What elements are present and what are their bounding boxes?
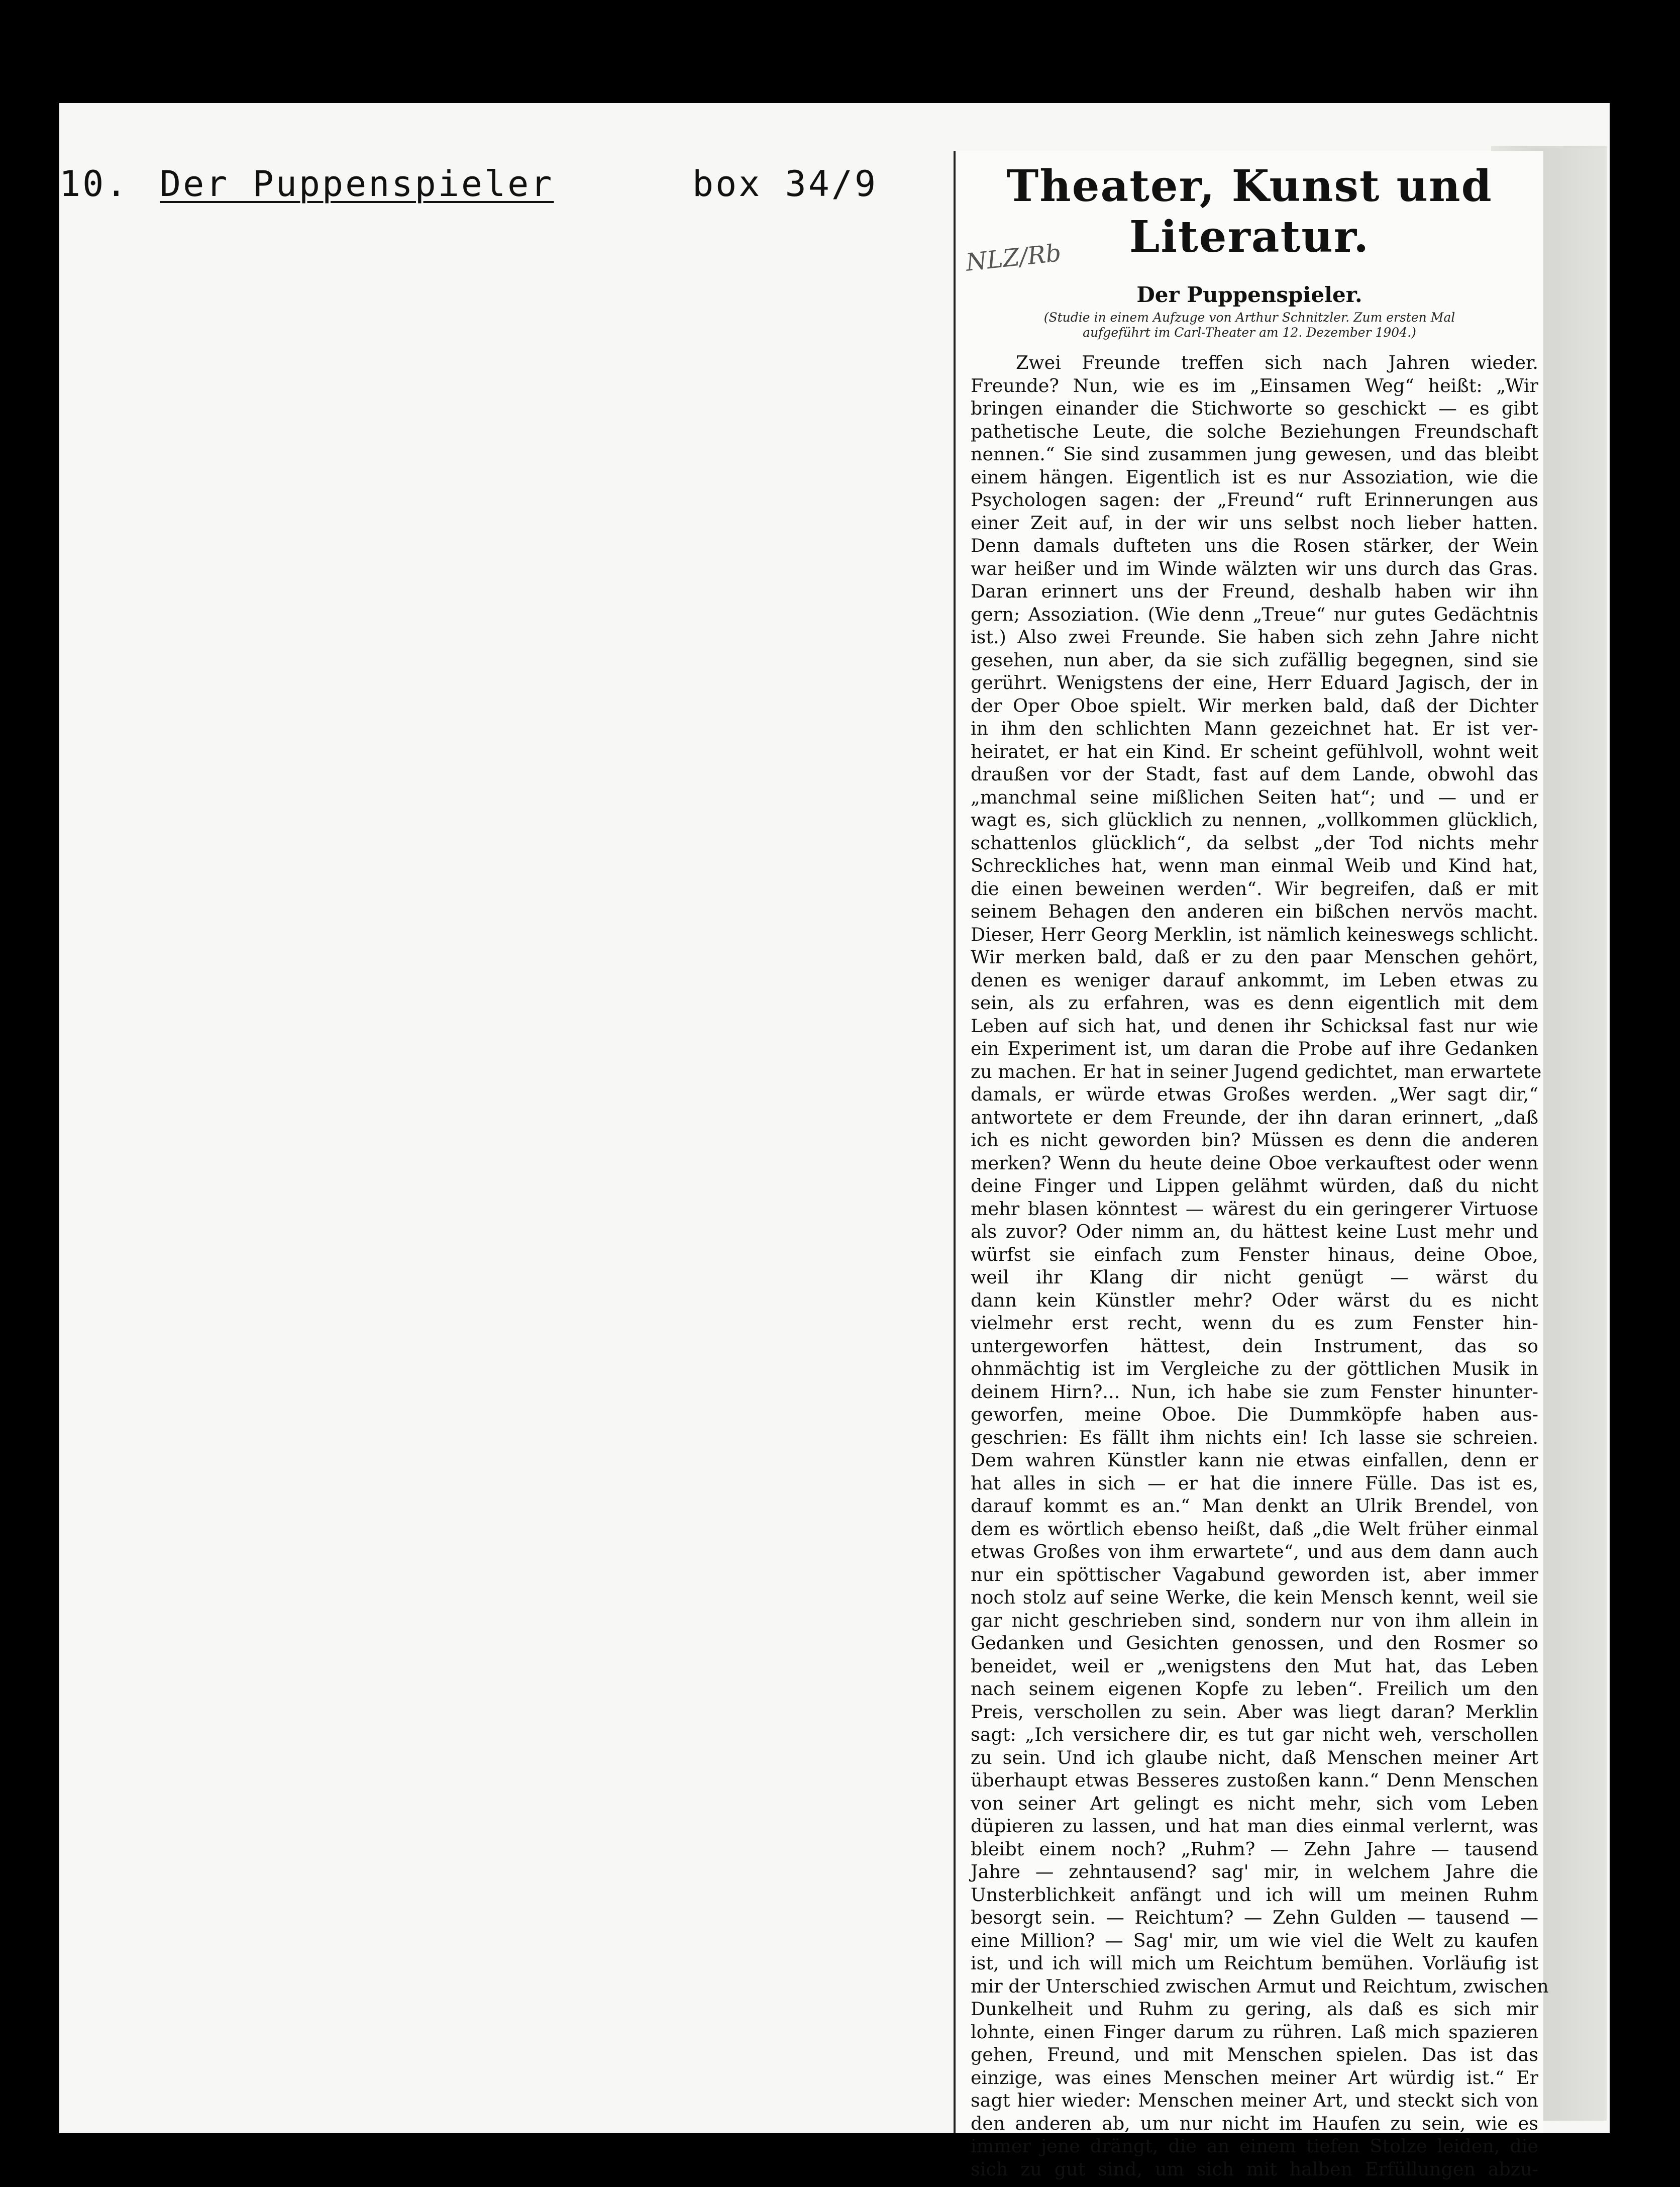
subtitle-line: (Studie in einem Aufzuge von Arthur Schnitzler. Zum ersten Mal — [1043, 310, 1455, 325]
article-line: wagt es, sich glücklich zu nennen, „vollkommen glücklich, — [971, 809, 1538, 831]
article-line: Dunkelheit und Ruhm zu gering, als daß es sich mir — [971, 1998, 1538, 2020]
article-line: „manchmal seine mißlichen Seiten hat“; und — und er — [971, 786, 1538, 808]
article-line: denen es weniger darauf ankommt, im Leben etwas zu — [971, 969, 1538, 991]
article-line: vielmehr erst recht, wenn du es zum Fenster hin- — [971, 1312, 1538, 1334]
newspaper-clipping — [954, 151, 1549, 2180]
article-line: Denn damals dufteten uns die Rosen stärker, der Wein — [971, 535, 1538, 556]
article-line: Zwei Freunde treffen sich nach Jahren wieder. — [1016, 352, 1538, 373]
article-line: Wir merken bald, daß er zu den paar Menschen gehört, — [971, 946, 1538, 968]
article-line: von seiner Art gelingt es nicht mehr, sich vom Leben — [971, 1792, 1538, 1814]
article-line: war heißer und im Winde wälzten wir uns durch das Gras. — [971, 557, 1538, 579]
folder-title: Der Puppenspieler — [160, 163, 554, 205]
article-line: ohnmächtig ist im Vergleiche zu der göttlichen Musik in — [971, 1358, 1538, 1379]
article-line: seinem Behagen den anderen ein bißchen nervös macht. — [971, 901, 1538, 922]
article-line: einem hängen. Eigentlich ist es nur Assoziation, wie die — [971, 466, 1538, 488]
article-line: mir der Unterschied zwischen Armut und Reichtum, zwischen — [971, 1975, 1549, 1997]
article-line: merken? Wenn du heute deine Oboe verkauftest oder wenn — [971, 1152, 1538, 1174]
box-label: box 34/9 — [692, 163, 878, 205]
article-line: damals, er würde etwas Großes werden. „Wer sagt dir,“ — [971, 1083, 1538, 1105]
article-line: Dem wahren Künstler kann nie etwas einfallen, denn er — [971, 1449, 1538, 1471]
handwritten-note: NLZ/Rb — [964, 239, 1063, 277]
article-subtitle — [956, 310, 1543, 340]
article-line: sein, als zu erfahren, was es denn eigentlich mit dem — [971, 992, 1538, 1014]
article-line: als zuvor? Oder nimm an, du hättest keine Lust mehr und — [971, 1221, 1538, 1242]
article-line: überhaupt etwas Besseres zustoßen kann.“ Denn Menschen — [971, 1769, 1538, 1791]
article-line: immer jene drängt, die an einem tiefen Stolze leiden, die — [971, 2135, 1538, 2157]
article-line: einer Zeit auf, in der wir uns selbst noch lieber hatten. — [971, 512, 1538, 534]
article-line: ist, und ich will mich um Reichtum bemühen. Vorläufig ist — [971, 1952, 1538, 1974]
article-line: gern; Assoziation. (Wie denn „Treue“ nur gutes Gedächtnis — [971, 603, 1538, 625]
article-line: dann kein Künstler mehr? Oder wärst du es nicht — [971, 1289, 1538, 1311]
article-body — [956, 351, 1549, 2180]
article-line: schattenlos glücklich“, da selbst „der Tod nichts mehr — [971, 832, 1538, 854]
article-line: Jahre — zehntausend? sag' mir, in welchem Jahre die — [971, 1861, 1538, 1882]
article-line: gerührt. Wenigstens der eine, Herr Eduard Jagisch, der in — [971, 672, 1538, 693]
article-line: der Oper Oboe spielt. Wir merken bald, daß der Dichter — [971, 694, 1538, 717]
article-line: heiratet, er hat ein Kind. Er scheint gefühlvoll, wohnt weit — [971, 740, 1538, 762]
article-line: noch stolz auf seine Werke, die kein Mensch kennt, weil sie — [971, 1586, 1538, 1608]
article-line: gesehen, nun aber, da sie sich zufällig begegnen, sind sie — [971, 649, 1538, 671]
folder-number: 10. — [59, 163, 129, 205]
section-masthead: Theater, Kunst und Literatur. — [1006, 161, 1493, 262]
article-line: lohnte, einen Finger darum zu rühren. Laß mich spazieren — [971, 2021, 1538, 2043]
article-line: deinem Hirn?... Nun, ich habe sie zum Fenster hinunter- — [971, 1380, 1538, 1403]
folder-header — [59, 163, 913, 224]
article-line: nur ein spöttischer Vagabund geworden ist, aber immer — [971, 1563, 1538, 1585]
article-line: Gedanken und Gesichten genossen, und den Rosmer so — [971, 1632, 1538, 1654]
article-line: pathetische Leute, die solche Beziehungen Freundschaft — [971, 420, 1538, 442]
article-line: den anderen ab, um nur nicht im Haufen zu sein, wie es — [971, 2112, 1538, 2134]
article-line: bringen einander die Stichworte so geschickt — es gibt — [971, 397, 1538, 419]
article-line: ist.) Also zwei Freunde. Sie haben sich zehn Jahre nicht — [971, 626, 1538, 648]
article-title: Der Puppenspieler. — [1136, 282, 1362, 307]
article-line: hat alles in sich — er hat die innere Fülle. Das ist es, — [971, 1472, 1538, 1494]
article-line: Preis, verschollen zu sein. Aber was liegt daran? Merklin — [971, 1701, 1538, 1723]
article-line: würfst sie einfach zum Fenster hinaus, deine Oboe, — [971, 1243, 1538, 1265]
article-line: bleibt einem noch? „Ruhm? — Zehn Jahre — tausend — [971, 1838, 1538, 1860]
article-line: einzige, was eines Menschen meiner Art würdig ist.“ Er — [971, 2066, 1538, 2089]
article-line: zu machen. Er hat in seiner Jugend gedichtet, man erwartete — [971, 1060, 1542, 1082]
article-line: Leben auf sich hat, und denen ihr Schicksal fast nur wie — [971, 1015, 1538, 1037]
article-line: etwas Großes von ihm erwartete“, und aus dem dann auch — [971, 1541, 1538, 1562]
article-line: weil ihr Klang dir nicht genügt — wärst du — [971, 1266, 1538, 1288]
article-line: geschrien: Es fällt ihm nichts ein! Ich lasse sie schreien. — [971, 1426, 1538, 1448]
article-line: untergeworfen hättest, dein Instrument, das so — [971, 1335, 1538, 1357]
subtitle-line: aufgeführt im Carl-Theater am 12. Dezember 1904.) — [1083, 325, 1416, 340]
article-line: darauf kommt es an.“ Man denkt an Ulrik Brendel, von — [971, 1495, 1538, 1517]
article-line: eine Million? — Sag' mir, um wie viel die Welt zu kaufen — [971, 1929, 1538, 1951]
article-line: in ihm den schlichten Mann gezeichnet hat. Er ist ver- — [971, 718, 1538, 739]
article-line: Schreckliches hat, wenn man einmal Weib und Kind hat, — [971, 855, 1538, 876]
article-line: gar nicht geschrieben sind, sondern nur von ihm allein in — [971, 1609, 1538, 1631]
article-line: düpieren zu lassen, und hat man dies einmal verlernt, was — [971, 1815, 1538, 1837]
article-line: deine Finger und Lippen gelähmt würden, daß du nicht — [971, 1175, 1538, 1197]
article-line: besorgt sein. — Reichtum? — Zehn Gulden — tausend — — [971, 1907, 1538, 1928]
article-line: mehr blasen könntest — wärest du ein geringerer Virtuose — [971, 1198, 1538, 1220]
article-line: dem es wörtlich ebenso heißt, daß „die Welt früher einmal — [971, 1518, 1538, 1540]
article-line: zu sein. Und ich glaube nicht, daß Menschen meiner Art — [971, 1746, 1538, 1768]
article-line: Dieser, Herr Georg Merklin, ist nämlich keineswegs schlicht. — [971, 923, 1539, 945]
article-line: gehen, Freund, und mit Menschen spielen. Das ist das — [971, 2044, 1538, 2065]
article-line: Psychologen sagen: der „Freund“ ruft Erinnerungen aus — [971, 489, 1538, 511]
article-line: sagt: „Ich versichere dir, es tut gar nicht weh, verschollen — [971, 1724, 1538, 1745]
article-line: beneidet, weil er „wenigstens den Mut hat, das Leben — [971, 1655, 1538, 1677]
article-line: ein Experiment ist, um daran die Probe auf ihre Gedanken — [971, 1038, 1538, 1059]
article-line: antwortete er dem Freunde, der ihn daran erinnert, „daß — [971, 1106, 1538, 1128]
article-line: Freunde? Nun, wie es im „Einsamen Weg“ heißt: „Wir — [971, 374, 1538, 396]
article-line: geworfen, meine Oboe. Die Dummköpfe haben aus- — [971, 1404, 1538, 1425]
article-line: ich es nicht geworden bin? Müssen es denn die anderen — [971, 1129, 1538, 1151]
article-line: sich zu gut sind, um sich mit halben Erfüllungen abzu- — [971, 2158, 1538, 2180]
article-line: Daran erinnert uns der Freund, deshalb haben wir ihn — [971, 580, 1538, 602]
archive-sheet — [59, 103, 1610, 2180]
article-line: sagt hier wieder: Menschen meiner Art, und steckt sich von — [971, 2090, 1538, 2111]
article-line: die einen beweinen werden“. Wir begreifen, daß er mit — [971, 877, 1538, 900]
article-line: nennen.“ Sie sind zusammen jung gewesen, und das bleibt — [971, 443, 1538, 465]
article-line: draußen vor der Stadt, fast auf dem Lande, obwohl das — [971, 763, 1538, 785]
article-line: nach seinem eigenen Kopfe zu leben“. Freilich um den — [971, 1678, 1538, 1700]
article-line: Unsterblichkeit anfängt und ich will um meinen Ruhm — [971, 1883, 1538, 1906]
